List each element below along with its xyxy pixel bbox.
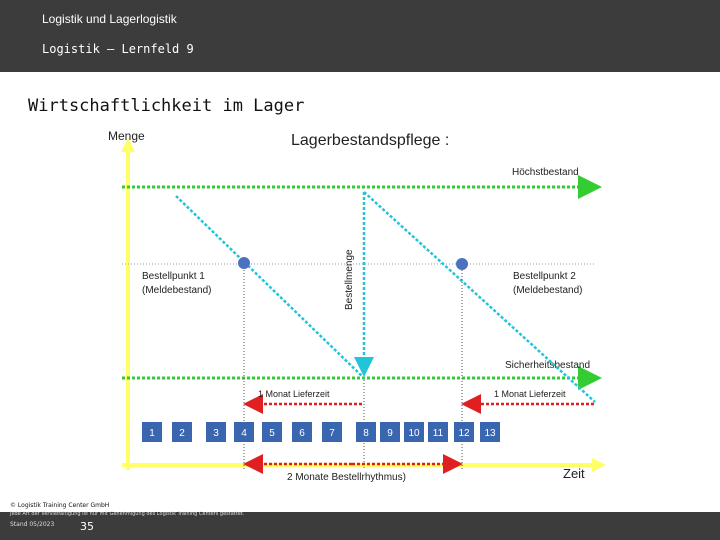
month-label: 9 [387,428,393,439]
x-axis-label: Zeit [563,466,585,481]
y-axis-label: Menge [108,129,145,143]
page-title: Wirtschaftlichkeit im Lager [28,96,305,116]
diagram-title: Lagerbestandspflege : [291,132,450,149]
month-boxes [142,422,500,442]
bestellpunkt-2-sub: (Meldebestand) [513,285,583,296]
month-label: 5 [269,428,275,439]
bestellpunkt-2-dot [456,258,468,270]
lieferzeit-2-label: 1 Monat Lieferzeit [494,389,566,399]
month-label: 4 [241,428,247,439]
x-axis-arrow [592,458,606,472]
month-label: 1 [149,428,155,439]
lieferzeit-1-label: 1 Monat Lieferzeit [258,389,330,399]
hoechstbestand-label: Höchstbestand [512,167,579,178]
month-label: 12 [458,428,470,439]
sicherheitsbestand-label: Sicherheitsbestand [505,360,591,371]
bestellpunkt-2-label: Bestellpunkt 2 [513,271,576,282]
bestellrhythmus-label: 2 Monate Bestellrhythmus) [287,472,406,483]
month-label: 2 [179,428,185,439]
bestellpunkt-1-dot [238,257,250,269]
month-label: 8 [363,428,369,439]
month-label: 10 [408,428,420,439]
bestellmenge-label: Bestellmenge [344,249,355,310]
copyright: © Logistik Training Center GmbH [10,502,110,509]
stand-date: Stand 05/2023 [10,521,55,528]
month-label: 11 [432,428,444,439]
month-label: 6 [299,428,305,439]
month-label: 3 [213,428,219,439]
bestellpunkt-1-label: Bestellpunkt 1 [142,271,205,282]
month-label: 7 [329,428,335,439]
bestellpunkt-1-sub: (Meldebestand) [142,285,212,296]
copyright-notice: Jede Art der Vervielfältigung ist nur mit Genehmigung des Logistik Training Centers gestattet. [10,511,245,517]
month-label: 13 [484,428,496,439]
header-subtitle: Logistik – Lernfeld 9 [42,42,194,56]
consumption-line-2 [364,192,595,402]
page-number: 35 [80,520,94,533]
header-title: Logistik und Lagerlogistik [42,12,177,26]
